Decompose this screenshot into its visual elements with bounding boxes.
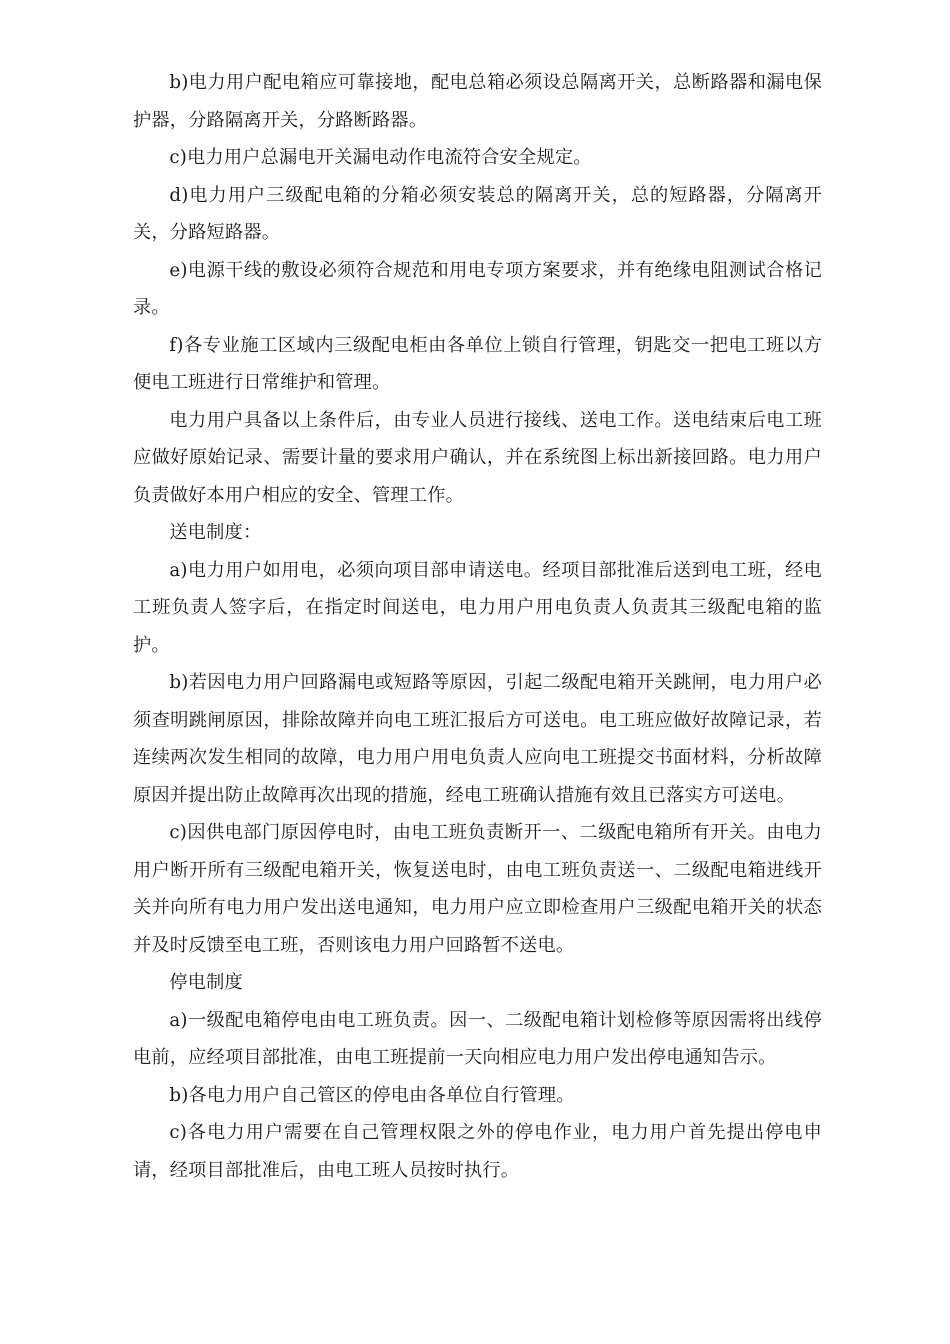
paragraph-outage-a: a)一级配电箱停电由电工班负责。因一、二级配电箱计划检修等原因需将出线停电前，应经项目部批准，由电工班提前一天向相应电力用户发出停电通知告示。 — [133, 1009, 822, 1068]
paragraph-supply-b: b)若因电力用户回路漏电或短路等原因，引起二级配电箱开关跳闸，电力用户必须查明跳闸原因，排除故障并向电工班汇报后方可送电。电工班应做好故障记录，若连续两次发生相同的故障，电力用户用电负责人应向电工班提交书面材料，分析故障原因并提出防止故障再次出现的措施，经电工班确认措施有效且已落实方可送电。 — [133, 672, 822, 806]
paragraph-outage-b: b)各电力用户自己管区的停电由各单位自行管理。 — [169, 1084, 575, 1106]
paragraph-c-leakage-current: c)电力用户总漏电开关漏电动作电流符合安全规定。 — [169, 147, 592, 168]
heading-outage-rules: 停电制度 — [169, 972, 243, 993]
paragraph-e-trunk-line: e)电源干线的敷设必须符合规范和用电专项方案要求，并有绝缘电阻测试合格记录。 — [133, 259, 822, 318]
paragraph-b-grounding: b)电力用户配电箱应可靠接地，配电总箱必须设总隔离开关，总断路器和漏电保护器，分路隔离开关，分路断路器。 — [133, 72, 822, 131]
paragraph-supply-c: c)因供电部门原因停电时，由电工班负责断开一、二级配电箱所有开关。由电力用户断开所有三级配电箱开关，恢复送电时，由电工班负责送一、二级配电箱进线开关并向所有电力用户发出送电通知，电力用户应立即检查用户三级配电箱开关的状态并及时反馈至电工班，否则该电力用户回路暂不送电。 — [133, 822, 822, 956]
paragraph-d-sub-box: d)电力用户三级配电箱的分箱必须安装总的隔离开关，总的短路器，分隔离开关，分路短路器。 — [133, 184, 822, 243]
paragraph-supply-a: a)电力用户如用电，必须向项目部申请送电。经项目部批准后送到电工班，经电工班负责人签字后，在指定时间送电，电力用户用电负责人负责其三级配电箱的监护。 — [133, 559, 822, 656]
paragraph-power-on-conditions: 电力用户具备以上条件后，由专业人员进行接线、送电工作。送电结束后电工班应做好原始记录、需要计量的要求用户确认，并在系统图上标出新接回路。电力用户负责做好本用户相应的安全、管理工作。 — [133, 409, 822, 506]
paragraph-f-cabinet-lock: f)各专业施工区域内三级配电柜由各单位上锁自行管理，钥匙交一把电工班以方便电工班进行日常维护和管理。 — [133, 334, 822, 393]
paragraph-outage-c: c)各电力用户需要在自己管理权限之外的停电作业，电力用户首先提出停电申请，经项目部批准后，由电工班人员按时执行。 — [133, 1122, 822, 1181]
heading-power-supply-rules: 送电制度： — [169, 522, 262, 543]
